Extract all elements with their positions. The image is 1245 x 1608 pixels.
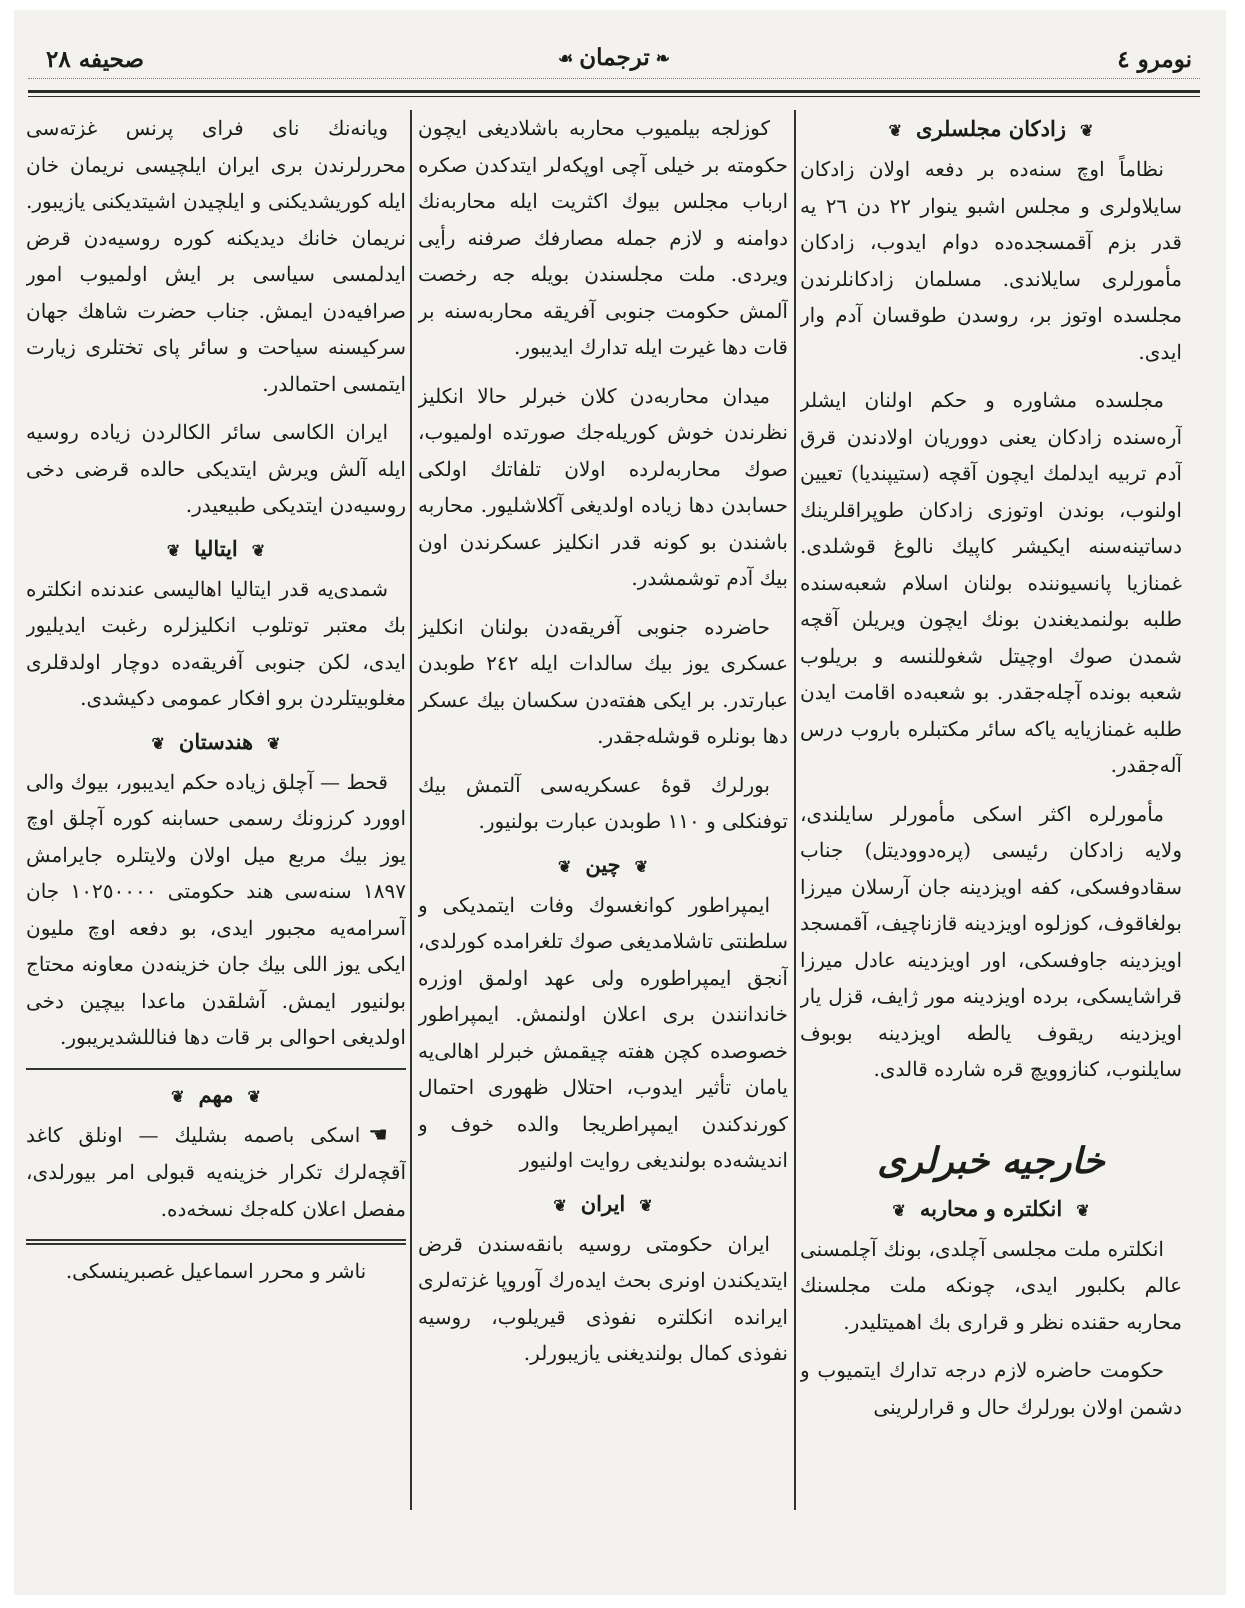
heading-text: ايران bbox=[580, 1190, 626, 1216]
issue-number: نومرو ٤ bbox=[1117, 46, 1192, 73]
article-paragraph: ايمپراطور كوانغسوك وفات ايتمديكی و سلطنتی تاشلامديغی صوك تلغرامده كورلدی، آنجق ايمپراطوره ولی عهد اولمق اوزره خاندانندن بری اعلان اولنمش. ايمپراطور خصوصده كچن هفته چيقمش خبرلر اهالی‌يه يامان تأثير ايدوب، احتلال ظهوری احتمال كورندكندن ايمپراطريجا والده خوف و انديشه‌ده بولنديغی روايت اولنيور bbox=[418, 892, 788, 1172]
article-paragraph: حاضرده جنوبی آفريقه‌دن بولنان انكليز عسكری يوز بيك سالدات ايله ٢٤٢ طوبدن عبارتدر. بر ايكی هفته‌دن سكسان بيك عسكر دها بونلره قوشله‌جقدر. bbox=[418, 614, 788, 748]
section-heading-notice bbox=[26, 1082, 406, 1107]
column-right bbox=[800, 110, 1182, 1520]
article-paragraph: ايران الكاسی سائر الكالردن زياده روسيه ايله آلش ويرش ايتديكی حالده قرضی دخی روسيه‌دن ايتديكی طبيعيدر. bbox=[26, 420, 406, 517]
masthead bbox=[24, 38, 1204, 102]
title-text: ترجمان bbox=[579, 44, 650, 71]
ornament-icon: ❦ bbox=[553, 1195, 567, 1215]
heading-text: انكلتره و محاربه bbox=[919, 1195, 1063, 1221]
ornament-icon: ❦ bbox=[557, 856, 572, 876]
column-left bbox=[26, 110, 406, 1520]
notice-paragraph bbox=[26, 1117, 406, 1228]
ornament-icon: ❦ bbox=[1079, 121, 1094, 140]
ornament-icon: ❦ bbox=[639, 1195, 653, 1215]
ornament-icon: ❦ bbox=[247, 1086, 261, 1106]
masthead-rule bbox=[28, 90, 1200, 97]
ornament-icon: ❦ bbox=[267, 733, 281, 753]
ornament-icon: ❦ bbox=[634, 856, 649, 876]
article-paragraph: ميدان محاربه‌دن كلان خبرلر حالا انكليز نظرندن خوش كوريله‌جك صورتده اولميوب، صوك محاربه‌لرده اولان تلفاتك اولكی حسابدن دها زياده اولديغی آكلاشليور. محاربه باشندن بو كونه قدر انكليز عسكرندن اون بيك آدم توشمشدر. bbox=[418, 383, 788, 590]
article-paragraph: حكومت حاضره لازم درجه تدارك ايتميوب و دشمن اولان بورلرك حال و قرارلرينی bbox=[800, 1358, 1182, 1419]
section-heading-china bbox=[418, 852, 788, 877]
section-heading-india bbox=[26, 729, 406, 754]
pointing-hand-icon: ☚ bbox=[368, 1122, 388, 1148]
section-divider bbox=[26, 1068, 406, 1070]
article-paragraph: شمدی‌يه قدر ايتاليا اهاليسی عندنده انكلتره بك معتبر توتلوب انكليزلره رغبت ايديليور ايدی، لكن جنوبی آفريقه‌ده دوچار اولدقلری مغلوبيتلردن برو افكار عمومی دكيشدی. bbox=[26, 576, 406, 710]
masthead-dotted-rule bbox=[28, 78, 1200, 79]
page-number: صحيفه ٢٨ bbox=[46, 46, 145, 73]
column-divider bbox=[410, 110, 412, 1510]
heading-text: زادكان مجلسلری bbox=[916, 116, 1066, 141]
article-paragraph: ايران حكومتی روسيه بانقه‌سندن قرض ايتديكندن اونری بحث ايدەرك آوروپا غزته‌لری ايرانده انكلتره نفوذی قيريلوب، روسيه نفوذی كمال بولندیغنی يازيبورلر. bbox=[418, 1231, 788, 1365]
heading-text: مهم bbox=[198, 1081, 234, 1107]
section-heading-england-war bbox=[800, 1196, 1182, 1221]
heading-text: هندستان bbox=[178, 728, 254, 754]
article-paragraph: نظاماً اوچ سنه‌ده بر دفعه اولان زادكان سايلاولری و مجلس اشبو ينوار ٢٢ دن ٢٦ يه قدر بزم آقمسجده‌ده دوام ايدوب، زادكان مأمورلری سايلاندی. مسلمان زادكانلرندن مجلسده اوتوز بر، روسدن طوقسان آدم وار ايدی. bbox=[800, 157, 1182, 364]
article-paragraph: بورلرك قوهٔ عسكريه‌سی آلتمش بيك توفنكلی و ١١٠ طوبدن عبارت بولنيور. bbox=[418, 772, 788, 833]
column-middle bbox=[418, 110, 788, 1520]
article-paragraph: ويانه‌نك نای فرای پرنس غزته‌سی محررلرندن بری ايران ايلچيسی نريمان خان ايله كوريشديكنی و ايلچيدن اشيتديكنی يازيبور. نريمان خانك ديديكنه كوره روسيه‌دن قرض ايدلمسی سياسی بر ايش اولميوب امور صرافيه‌دن ايمش. جناب حضرت شاهك جهان سركيسنه سياحت و سائر پای تختلری زيارت ايتمسی احتمالدر. bbox=[26, 116, 406, 396]
publisher-line: ناشر و محرر اسماعيل غصبرينسكی. bbox=[65, 1259, 367, 1283]
ornament-icon: ☙ bbox=[557, 49, 574, 69]
ornament-icon: ❦ bbox=[892, 1200, 906, 1220]
heading-text: ايتاليا bbox=[194, 535, 238, 561]
ornament-icon: ❦ bbox=[251, 540, 266, 560]
ornament-icon: ❦ bbox=[166, 540, 181, 560]
article-paragraph: مأمورلره اكثر اسكی مأمورلر سايلندی، ولايه زادكان رئيسی (پرەدوودیتل) جناب سقادوفسكی، كفه اويزدينه جان آرسلان ميرزا بولغاقوف، كوزلوه اويزدينه قازناچيف، آقمسجد اويزدينه جاوفسكی، اور اويزدينه عادل ميرزا قراشايسكی، برده اويزدينه مور ژايف، قزل يار اويزدينه ريقوف يالطه اويزدينه بوبوف سايلنوب، كنازوويچ قره شارده قالدی. bbox=[800, 801, 1182, 1081]
ornament-icon: ❦ bbox=[171, 1086, 185, 1106]
heading-text: چين bbox=[585, 851, 621, 877]
ornament-icon: ❦ bbox=[1076, 1200, 1090, 1220]
newspaper-page bbox=[14, 10, 1226, 1595]
article-paragraph: انكلتره ملت مجلسی آچلدی، بونك آچلمسنی عالم بكلبور ايدی، چونكه ملت مجلسنك محاربه حقنده نظر و قراری بك اهميتليدر. bbox=[800, 1236, 1182, 1334]
section-divider bbox=[26, 1239, 406, 1245]
newspaper-title bbox=[552, 44, 676, 71]
article-paragraph: مجلسده مشاوره و حكم اولنان ايشلر آره‌سنده زادكان يعنی دوورياﻥ اولادندن قرق آدم تربيه ايدلمك ايچون آقچه (ستيپنديا) تعيين اولنوب، بوندن اوتوزی زادكان طوپراقلرينك دساتينه‌سنه ايكيشر كاپيك نالوغ قوشلدی. غمنازيا پانسيوننده بولنان اسلام شعبه‌سنده طلبه بولنمديغندن بونك ايچون ويريلن آقچه شمدن صوك اوچيتل شغوللنسه و بريلوب شعبه بونده آچله‌جقدر. بو شعبه‌ده اقامت ايدن طلبه غمنازيايه ياكه سائر مكتبلره باروب درس آله‌جقدر. bbox=[800, 388, 1182, 777]
section-heading-iran bbox=[418, 1191, 788, 1216]
ornament-icon: ❧ bbox=[655, 49, 671, 69]
notice-text: اسكی باصمه بشليك — اونلق كاغد آقچه‌لرك تكرار خزينه‌يه قبولی امر بيورلدی، مفصل اعلان كله‌جك نسخه‌ده. bbox=[26, 1122, 406, 1221]
foreign-news-heading: خارجيه خبرلری bbox=[877, 1139, 1105, 1182]
section-heading-nobility bbox=[800, 116, 1182, 141]
article-paragraph: كوزلجه بيلميوب محاربه باشلاديغی ايچون حكومته بر خيلی آچی اوپكه‌لر ايتدكدن صكره ارباب مجلس بيوك اكثريت ايله محاربه‌نك دوامنه و لازم جمله مصارفك صرفنه رأيی ويردی. ملت مجلسندن بويله جه رخصت آلمش حكومت جنوبی آفريقه محاربه‌سنه بر قات دها غيرت ايله تدارك ايديبور. bbox=[418, 116, 788, 359]
article-paragraph: قحط — آچلق زياده حكم ايديبور، بيوك والی اوورد كرزونك رسمی حسابنه كوره آچلق اوچ يوز بيك مربع ميل اولان ولايتلره جايرامش ١٨٩٧ سنه‌سی هند حكومتی ١٠٢٥٠٠٠٠ جان آسرامه‌يه مجبور ايدی، بو دفعه اوچ مليون ايكی يوز اللی بيك جان خزينه‌دن معاونه محتاج بولنيور ايمش. آشلقدن ماعدا بيچين دخی اولديغی احوالی بر قات دها فناللشديريبور. bbox=[26, 769, 406, 1049]
ornament-icon: ❦ bbox=[151, 733, 165, 753]
ornament-icon: ❦ bbox=[888, 121, 903, 140]
section-heading-italy bbox=[26, 536, 406, 561]
column-divider bbox=[794, 110, 796, 1510]
